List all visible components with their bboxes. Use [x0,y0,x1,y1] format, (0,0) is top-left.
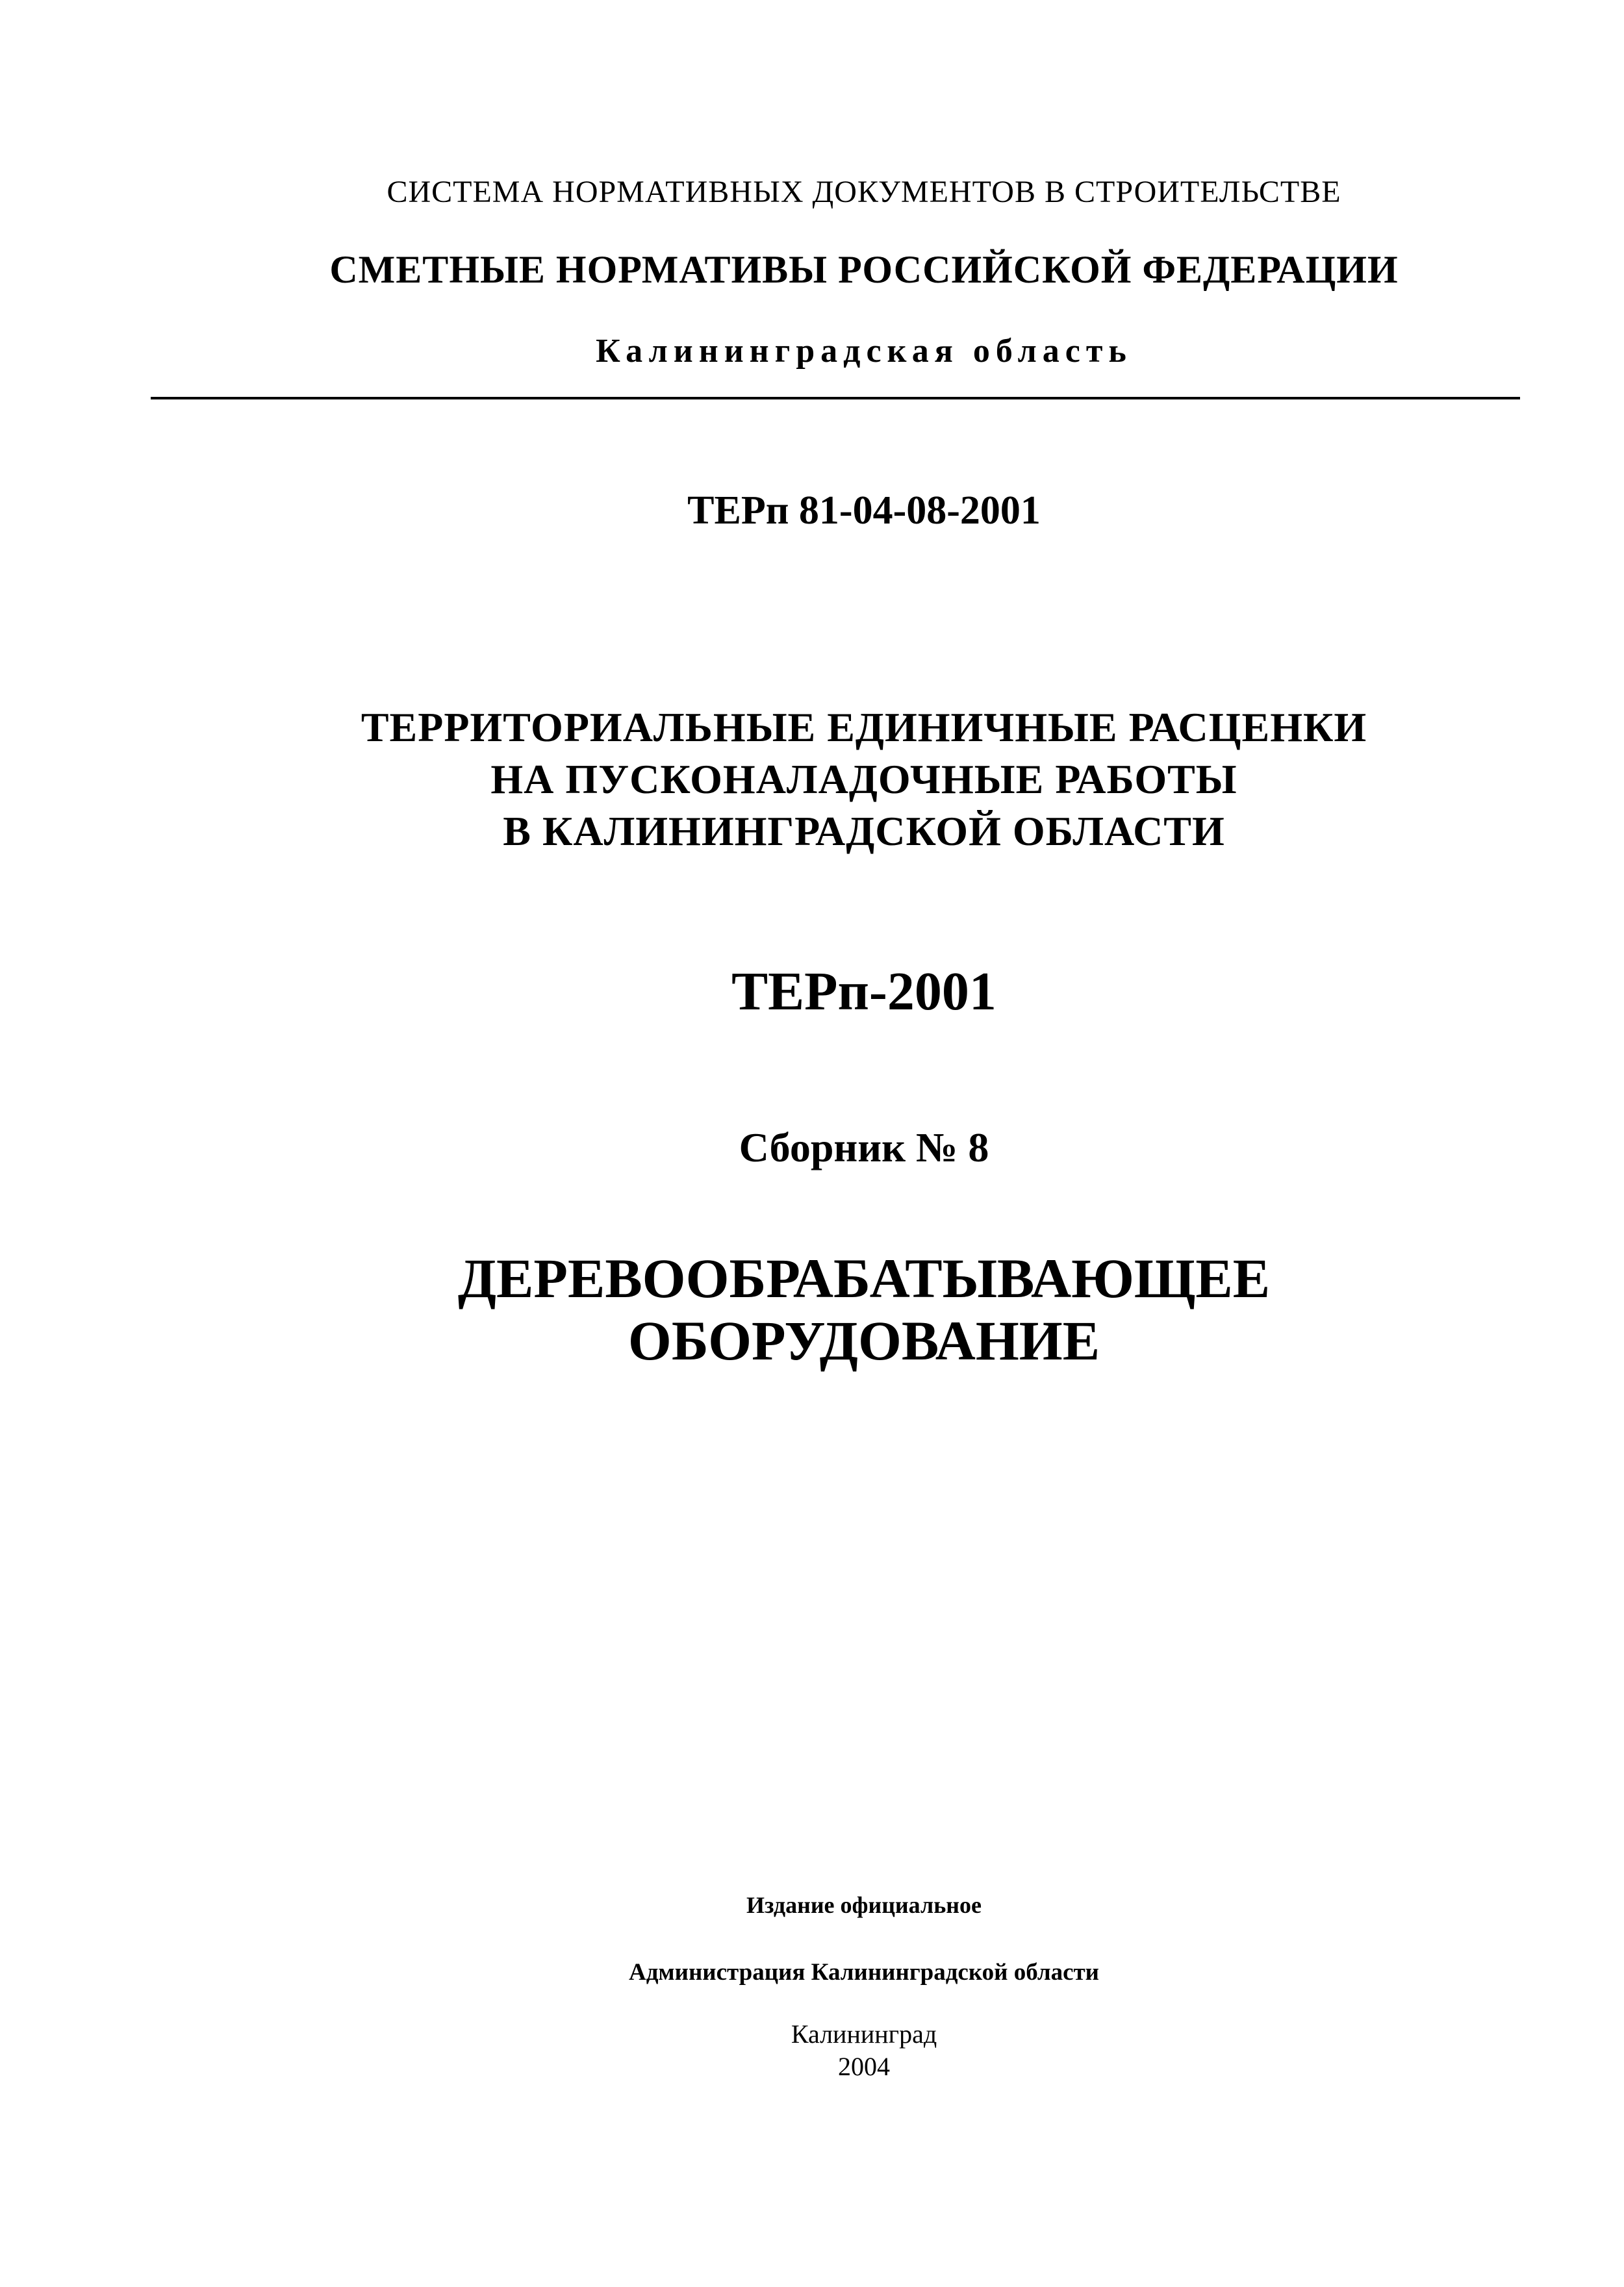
document-short-code: ТЕРп-2001 [731,961,996,1022]
header-divider [151,397,1520,399]
document-title-line: ТЕРРИТОРИАЛЬНЫЕ ЕДИНИЧНЫЕ РАСЦЕНКИ [361,704,1367,750]
document-subject-line: ДЕРЕВООБРАБАТЫВАЮЩЕЕ [457,1247,1271,1309]
document-subject-line: ОБОРУДОВАНИЕ [628,1309,1100,1372]
edition-note: Издание официальное [746,1892,982,1918]
publisher: Администрация Калининградской области [629,1959,1099,1986]
document-code: ТЕРп 81-04-08-2001 [687,488,1041,533]
document-title-line: НА ПУСКОНАЛАДОЧНЫЕ РАБОТЫ [490,756,1237,802]
publication-year: 2004 [838,2052,890,2081]
document-title [52,701,1624,857]
document-subject [52,1247,1624,1372]
norms-heading: СМЕТНЫЕ НОРМАТИВЫ РОССИЙСКОЙ ФЕДЕРАЦИИ [329,248,1399,291]
publication-city: Калининград [791,2019,937,2049]
system-heading: СИСТЕМА НОРМАТИВНЫХ ДОКУМЕНТОВ В СТРОИТЕЛЬСТВЕ [387,175,1341,209]
document-title-line: В КАЛИНИНГРАДСКОЙ ОБЛАСТИ [503,808,1225,854]
region-heading: Калининградская область [596,333,1132,370]
collection-number: Сборник № 8 [739,1124,989,1170]
